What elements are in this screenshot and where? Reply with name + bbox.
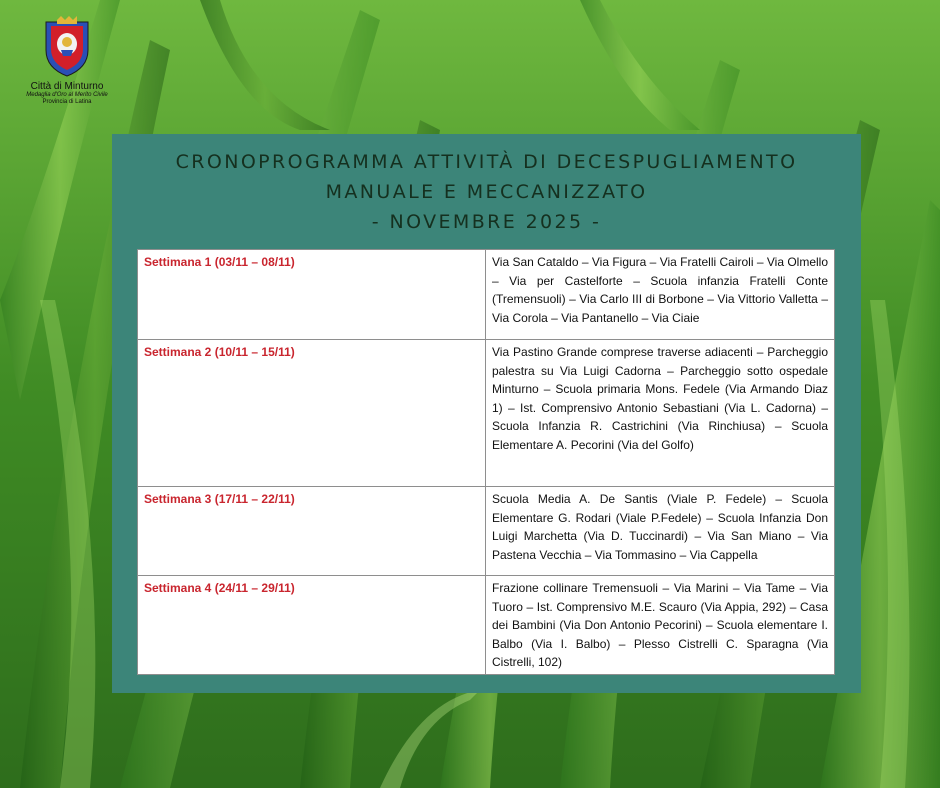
schedule-panel (112, 134, 861, 693)
table-row (138, 250, 835, 340)
table-row (138, 576, 835, 675)
coat-of-arms-icon (43, 16, 91, 78)
logo-medal-text: Medaglia d'Oro al Merito Civile (26, 92, 108, 98)
week-locations: Via Pastino Grande comprese traverse adiacenti – Parcheggio palestra su Via Luigi Cadorna – Parcheggio sotto ospedale Minturno – Scuola primaria Mons. Fedele (Via Armando Diaz 1) – Ist. Comprensivo Antonio Sebastiani (Via L. Cadorna) – Scuola Infanzia R. Castrichini (Via Rinchiusa) – Scuola Elementare A. Pecorini (Via del Golfo) (486, 340, 835, 487)
logo-city-name: Città di Minturno (30, 81, 104, 92)
week-label: Settimana 2 (10/11 – 15/11) (138, 340, 486, 487)
schedule-table (137, 249, 835, 675)
title-line-2: MANUALE E MECCANIZZATO (325, 181, 648, 203)
page-title (112, 147, 861, 237)
city-logo (22, 16, 112, 106)
title-line-3: - NOVEMBRE 2025 - (371, 211, 602, 233)
table-row (138, 487, 835, 576)
week-label: Settimana 4 (24/11 – 29/11) (138, 576, 486, 675)
week-locations: Scuola Media A. De Santis (Viale P. Fedele) – Scuola Elementare G. Rodari (Viale P.Fedele) – Scuola Infanzia Don Luigi Marchetta (Via D. Tuccinardi) – Via San Miano – Via Pastena Vecchia – Via Tommasino – Via Cappella (486, 487, 835, 576)
week-label: Settimana 1 (03/11 – 08/11) (138, 250, 486, 340)
week-label: Settimana 3 (17/11 – 22/11) (138, 487, 486, 576)
week-locations: Frazione collinare Tremensuoli – Via Marini – Via Tame – Via Tuoro – Ist. Comprensivo M.E. Scauro (Via Appia, 292) – Casa dei Bambini (Via Don Antonio Pecorini) – Scuola elementare I. Balbo (Via I. Balbo) – Plesso Cistrelli C. Sparagna (Via Cistrelli, 102) (486, 576, 835, 675)
table-row (138, 340, 835, 487)
week-locations: Via San Cataldo – Via Figura – Via Fratelli Cairoli – Via Olmello – Via per Castelforte – Scuola infanzia Fratelli Conte (Tremensuoli) – Via Carlo III di Borbone – Via Vittorio Valletta – Via Corola – Via Pantanello – Via Ciaie (486, 250, 835, 340)
title-line-1: CRONOPROGRAMMA ATTIVITÀ DI DECESPUGLIAMENTO (175, 151, 798, 173)
logo-province: Provincia di Latina (42, 99, 92, 105)
